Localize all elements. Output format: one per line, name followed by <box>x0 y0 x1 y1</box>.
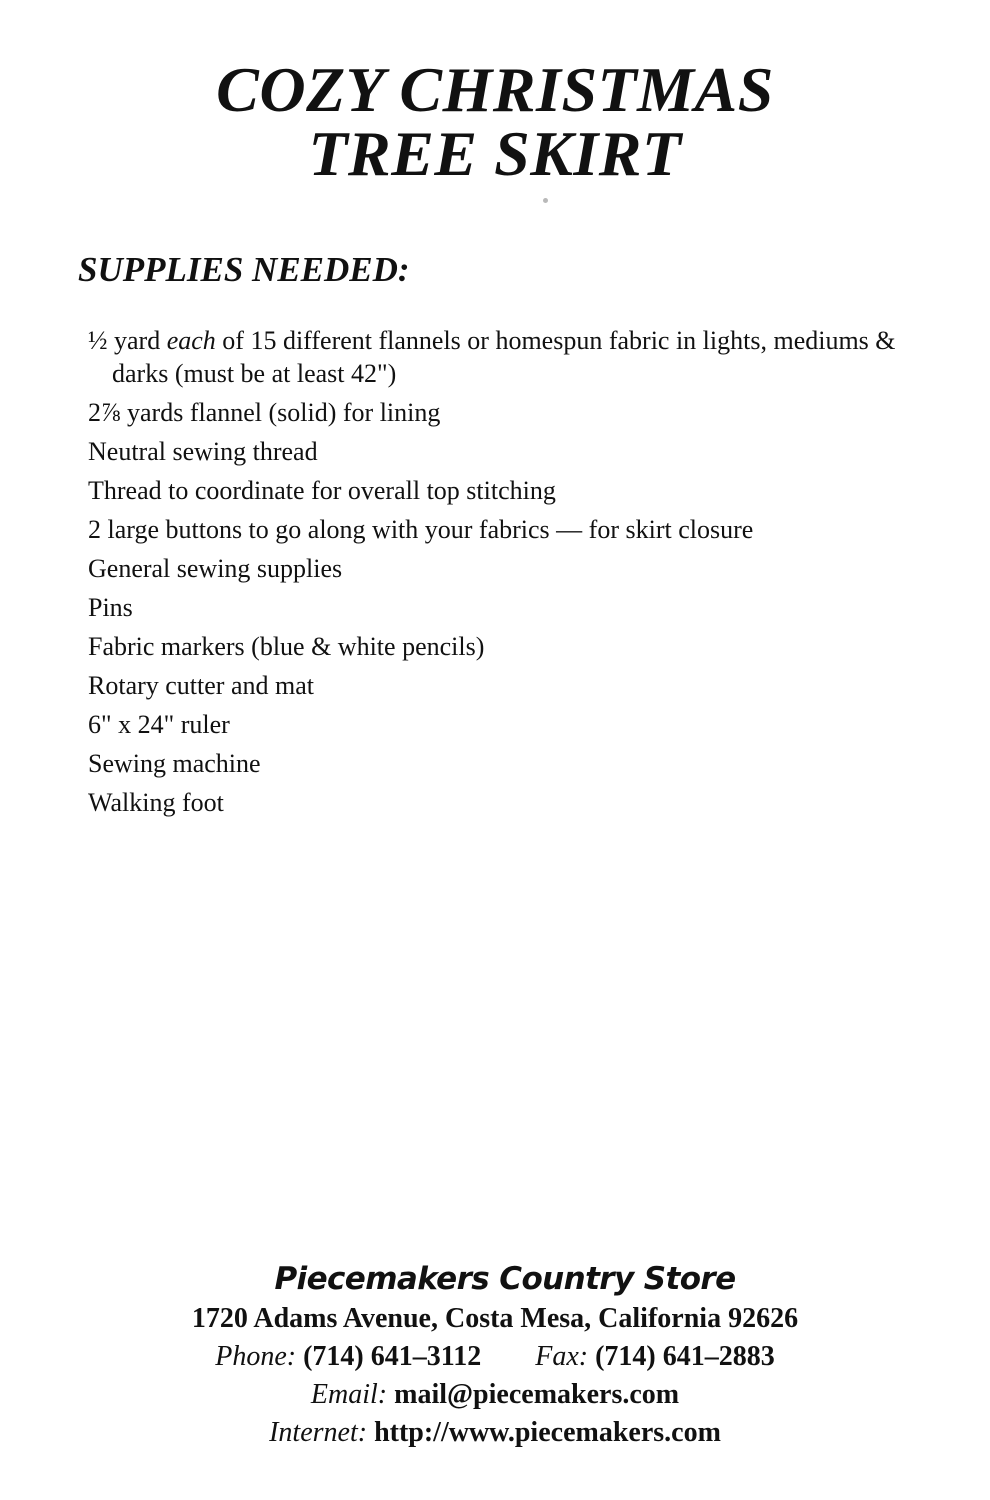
supply-item-text: of 15 different flannels or homespun fabric in lights, mediums & darks (must be at least 42") <box>112 326 896 388</box>
phone-number: (714) 641–3112 <box>303 1341 482 1372</box>
title-line-2: TREE SKIRT <box>308 118 682 189</box>
title-line-1: COZY CHRISTMAS <box>216 54 774 125</box>
supply-item: Pins <box>88 593 133 622</box>
store-address: 1720 Adams Avenue, Costa Mesa, California 92626 <box>191 1303 799 1334</box>
page-title <box>0 54 990 189</box>
store-footer <box>0 1258 990 1452</box>
contact-internet <box>0 1414 990 1452</box>
fax-number: (714) 641–2883 <box>595 1341 775 1372</box>
supply-item-text: ½ yard <box>88 326 167 355</box>
contact-phone-fax <box>0 1338 990 1376</box>
supply-item: 6" x 24" ruler <box>88 710 230 739</box>
supply-item: Neutral sewing thread <box>88 437 318 466</box>
supply-item-emphasis: each <box>166 326 216 355</box>
supplies-heading: SUPPLIES NEEDED: <box>78 250 410 289</box>
supply-item: General sewing supplies <box>88 554 343 583</box>
supply-item: Fabric markers (blue & white pencils) <box>88 632 485 661</box>
supply-item <box>88 324 928 390</box>
email-label: Email: <box>310 1379 388 1410</box>
fax-label: Fax: <box>535 1341 589 1372</box>
store-name: Piecemakers Country Store <box>274 1261 736 1297</box>
supply-item: Walking foot <box>88 788 224 817</box>
supply-item: Sewing machine <box>88 749 261 778</box>
phone-label: Phone: <box>215 1341 297 1372</box>
supply-item: Thread to coordinate for overall top stitching <box>88 476 556 505</box>
supply-item: 2⅞ yards flannel (solid) for lining <box>88 398 441 427</box>
website-url: http://www.piecemakers.com <box>374 1417 721 1448</box>
email-address: mail@piecemakers.com <box>394 1379 680 1410</box>
supply-item: 2 large buttons to go along with your fabrics — for skirt closure <box>88 515 754 544</box>
internet-label: Internet: <box>269 1417 368 1448</box>
contact-email <box>0 1376 990 1414</box>
supply-item: Rotary cutter and mat <box>88 671 314 700</box>
decorative-dot <box>543 198 548 203</box>
supplies-list <box>88 324 928 825</box>
